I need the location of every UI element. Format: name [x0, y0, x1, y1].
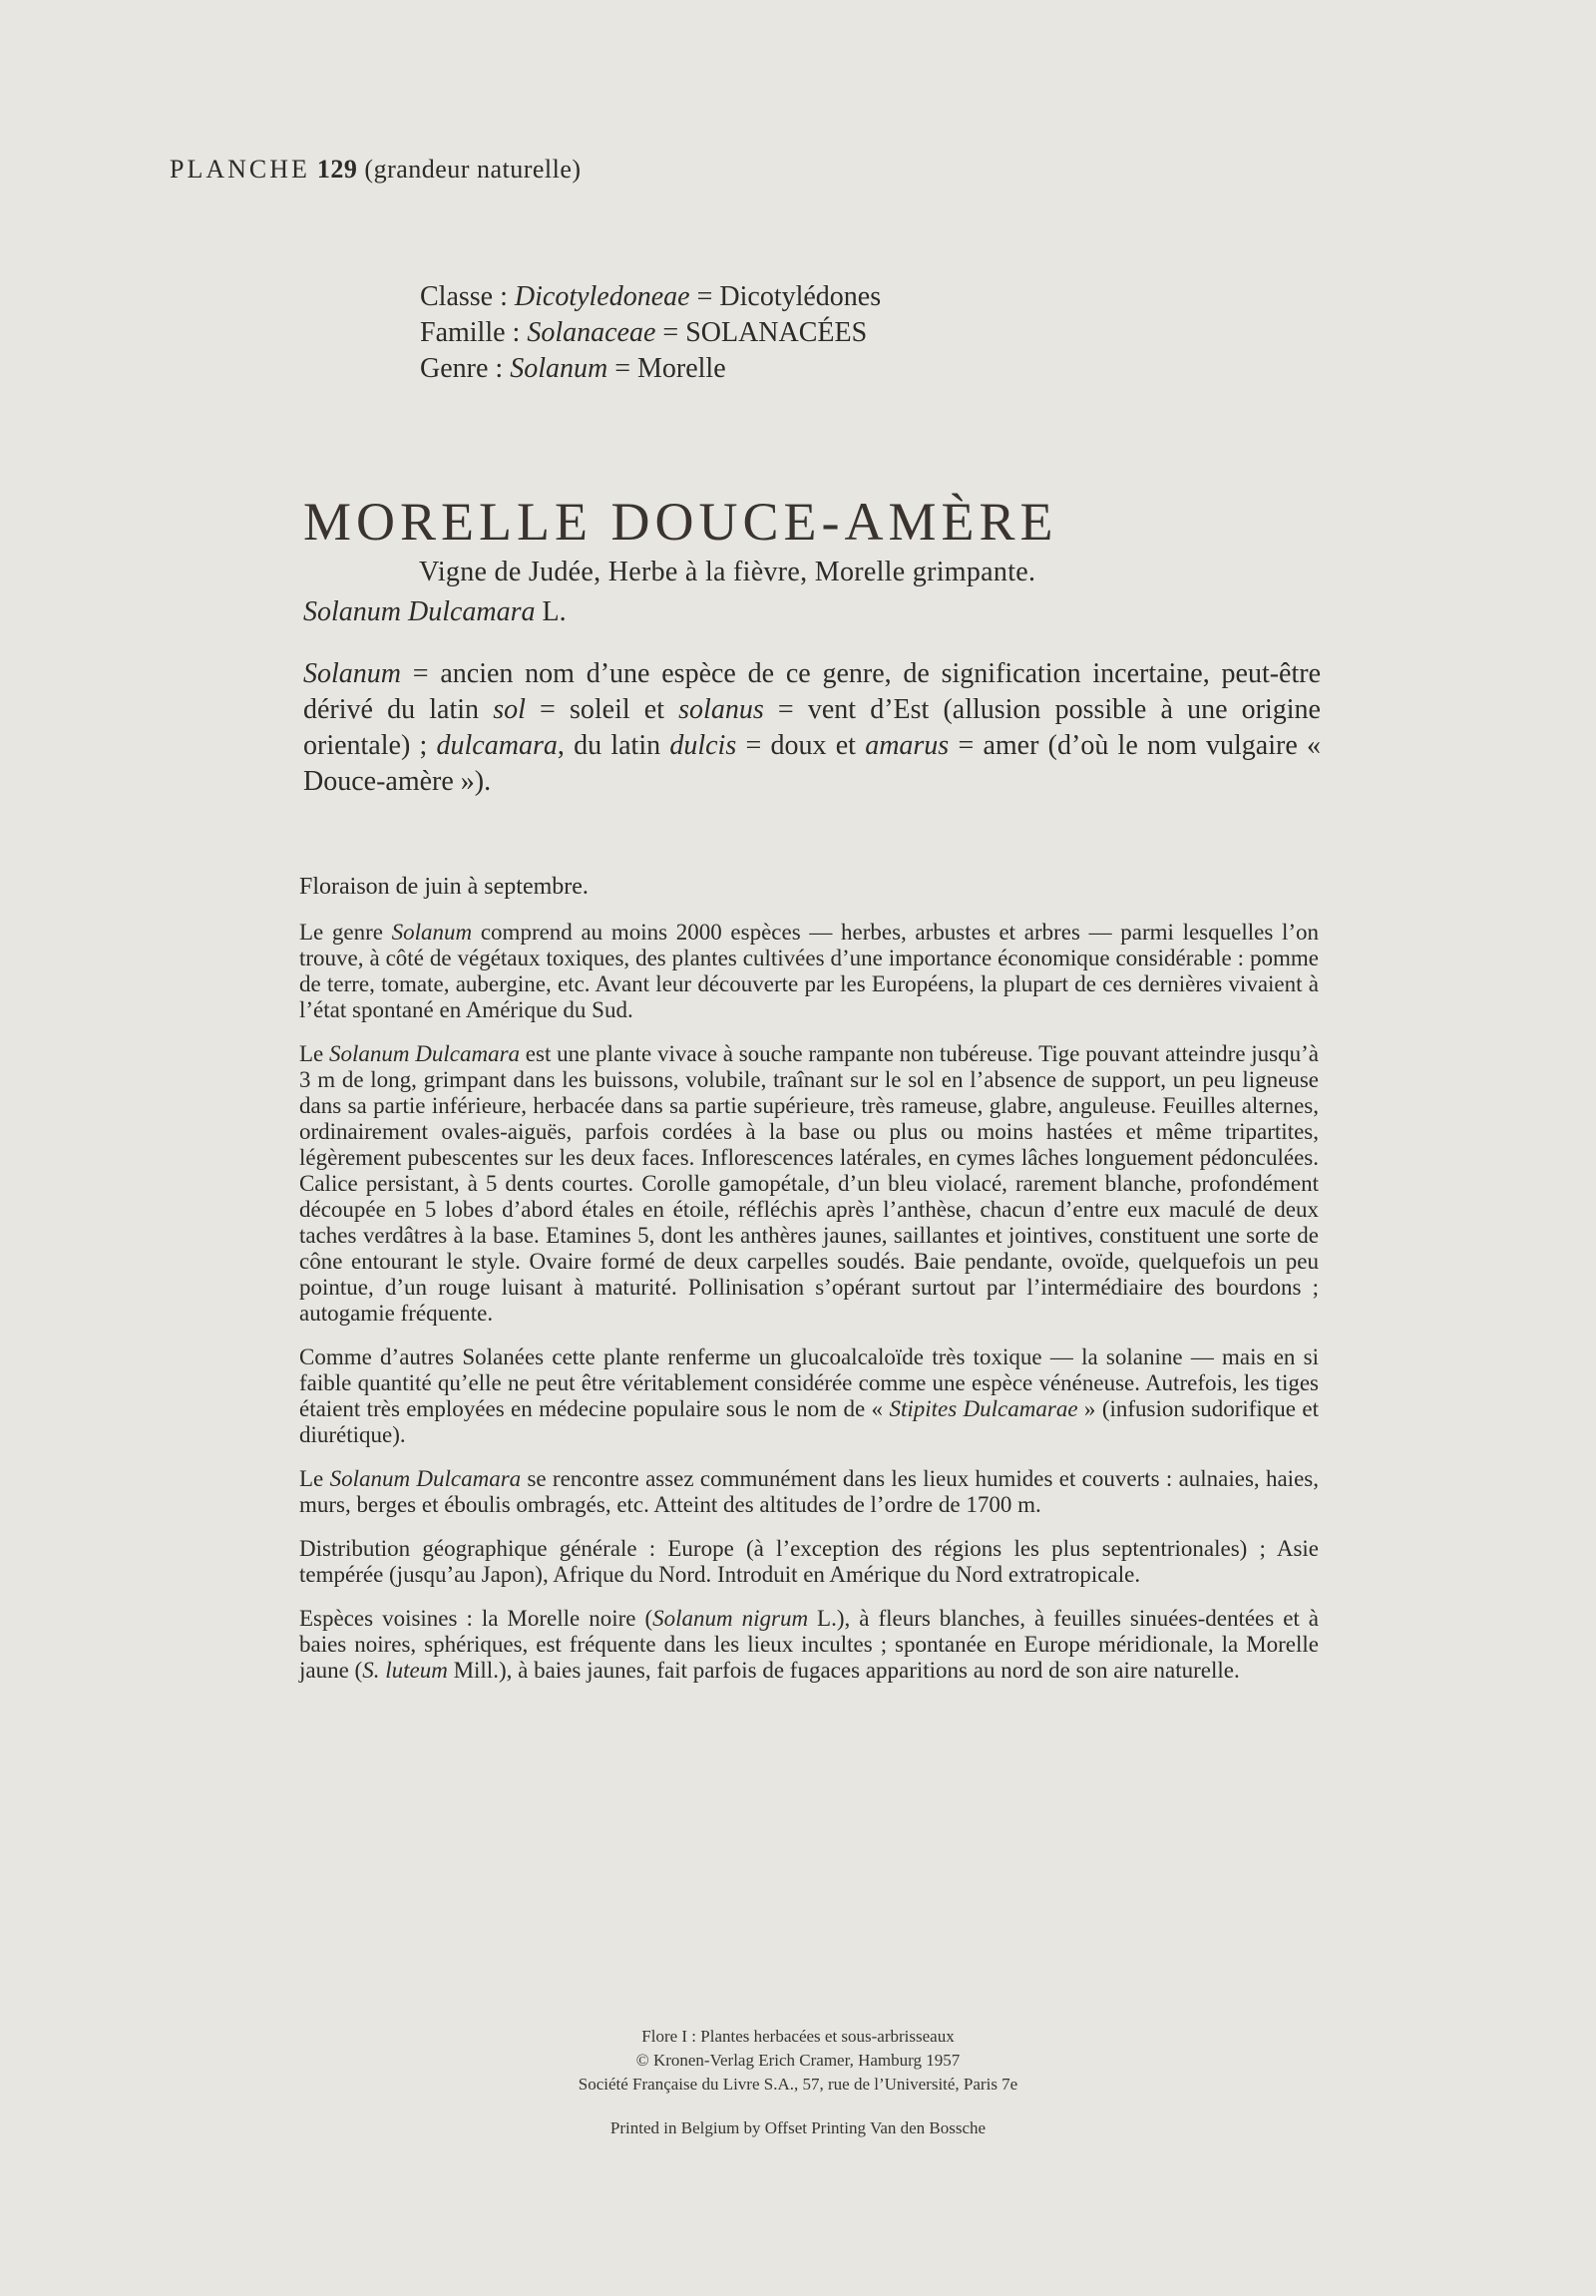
genre-label: Genre :: [420, 353, 504, 384]
footer-publisher: Société Française du Livre S.A., 57, rue de l’Université, Paris 7e: [578, 2075, 1018, 2094]
taxonomy-classe: [420, 279, 881, 315]
flowering-period: Floraison de juin à septembre.: [299, 874, 589, 900]
scientific-name-binomial: Solanum Dulcamara: [303, 596, 536, 627]
famille-latin: Solanaceae: [527, 317, 656, 348]
plate-number: 129: [316, 155, 358, 184]
equals-sign: =: [662, 317, 679, 348]
habitat-paragraph: Le Solanum Dulcamara se rencontre assez communément dans les lieux humides et couverts : aulnaies, haies, murs, berges et éboulis ombragés, etc. Atteint des altitudes de l’ordre de 1700 m.: [299, 1466, 1319, 1517]
famille-label: Famille :: [420, 317, 521, 348]
genre-latin: Solanum: [510, 353, 608, 384]
famille-french: SOLANACÉES: [685, 317, 868, 348]
taxonomy-genre: [420, 351, 881, 387]
plate-note: (grandeur naturelle): [364, 155, 582, 184]
common-names: Vigne de Judée, Herbe à la fièvre, Morelle grimpante.: [419, 557, 1036, 587]
related-species-paragraph: Espèces voisines : la Morelle noire (Solanum nigrum L.), à fleurs blanches, à feuilles sinuées-dentées et à baies noires, sphériques, est fréquente dans les lieux incultes ; spontanée en Europe méridionale, la Morelle jaune (S. luteum Mill.), à baies jaunes, fait parfois de fugaces apparitions au nord de son aire naturelle.: [299, 1606, 1319, 1683]
taxonomy-famille: [420, 315, 881, 351]
footer-copyright: © Kronen-Verlag Erich Cramer, Hamburg 1957: [635, 2051, 961, 2070]
species-title: MORELLE DOUCE-AMÈRE: [303, 492, 1058, 552]
distribution-paragraph: Distribution géographique générale : Europe (à l’exception des régions les plus septentrionales) ; Asie tempérée (jusqu’au Japon), Afrique du Nord. Introduit en Amérique du Nord extratropicale.: [299, 1536, 1319, 1587]
genre-french: Morelle: [636, 353, 726, 384]
etymology-paragraph: Solanum = ancien nom d’une espèce de ce genre, de signification incertaine, peut-être dérivé du latin sol = soleil et solanus = vent d’Est (allusion possible à une origine orientale) ; dulcamara, du latin dulcis = doux et amarus = amer (d’où le nom vulgaire « Douce-amère »).: [303, 658, 1321, 797]
description-body: [299, 874, 1319, 1702]
classe-french: Dicotylédones: [719, 281, 882, 312]
taxonomy-block: [420, 279, 881, 387]
plate-label: PLANCHE: [170, 155, 310, 184]
footer-printer: Printed in Belgium by Offset Printing Van den Bossche: [609, 2118, 987, 2137]
toxicity-paragraph: Comme d’autres Solanées cette plante renferme un glucoalcaloïde très toxique — la solanine — mais en si faible quantité qu’elle ne peut être véritablement considérée comme une espèce vénéneuse. Autrefois, les tiges étaient très employées en médecine populaire sous le nom de « Stipites Dulcamarae » (infusion sudorifique et diurétique).: [299, 1344, 1319, 1447]
equals-sign: =: [696, 281, 713, 312]
plate-header: [170, 155, 582, 185]
publication-footer: [0, 2025, 1596, 2140]
classe-latin: Dicotyledoneae: [514, 281, 690, 312]
scientific-name: [303, 596, 567, 628]
classe-label: Classe :: [420, 281, 508, 312]
morphology-paragraph: Le Solanum Dulcamara est une plante vivace à souche rampante non tubéreuse. Tige pouvant atteindre jusqu’à 3 m de long, grimpant dans les buissons, volubile, traînant sur le sol en l’absence de support, un peu ligneuse dans sa partie inférieure, herbacée dans sa partie supérieure, très rameuse, glabre, anguleuse. Feuilles alternes, ordinairement ovales-aiguës, parfois cordées à la base ou plus ou moins hastées et même tripartites, légèrement pubescentes sur les deux faces. Inflorescences latérales, en cymes lâches longuement pédonculées. Calice persistant, à 5 dents courtes. Corolle gamopétale, d’un bleu violacé, rarement blanche, profondément découpée en 5 lobes d’abord étales en étoile, réfléchis après l’anthèse, chacun d’entre eux maculé de deux taches verdâtres à la base. Etamines 5, dont les anthères jaunes, saillantes et jointives, constituent une sorte de cône entourant le style. Ovaire formé de deux carpelles soudés. Baie pendante, ovoïde, quelquefois un peu pointue, d’un rouge luisant à maturité. Pollinisation s’opérant surtout par l’intermédiaire des bourdons ; autogamie fréquente.: [299, 1041, 1319, 1326]
footer-series: Flore I : Plantes herbacées et sous-arbrisseaux: [641, 2027, 955, 2046]
equals-sign: =: [614, 353, 630, 384]
scientific-name-author: L.: [542, 596, 567, 627]
genus-paragraph: Le genre Solanum comprend au moins 2000 espèces — herbes, arbustes et arbres — parmi lesquelles l’on trouve, à côté de végétaux toxiques, des plantes cultivées d’une importance économique considérable : pomme de terre, tomate, aubergine, etc. Avant leur découverte par les Européens, la plupart de ces dernières vivaient à l’état spontané en Amérique du Sud.: [299, 920, 1319, 1022]
